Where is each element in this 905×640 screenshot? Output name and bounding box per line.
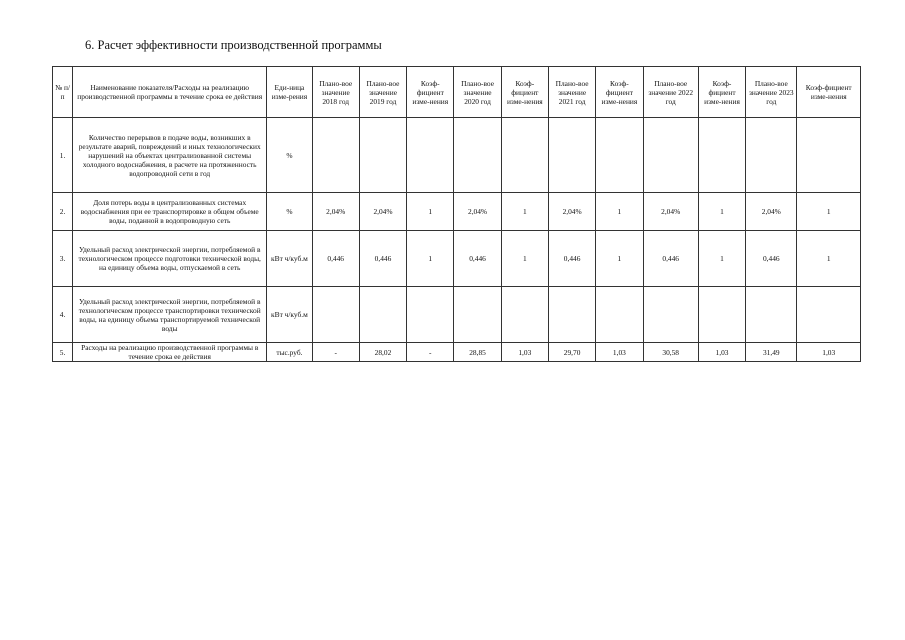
value-cell: [596, 118, 643, 193]
value-cell: [746, 287, 797, 343]
value-cell: 31,49: [746, 343, 797, 362]
table-body: [53, 118, 861, 362]
value-cell: 28,02: [359, 343, 406, 362]
indicator-name: Количество перерывов в подаче воды, возникших в результате аварий, повреждений и иных технологических нарушений на объектах централизованной системы холодного водоснабжения, в расчете на протяженность водопроводной сети в год: [73, 118, 267, 193]
value-cell: -: [312, 343, 359, 362]
value-cell: 2,04%: [312, 193, 359, 231]
column-header: Плано-вое значение 2018 год: [312, 67, 359, 118]
value-cell: 2,04%: [359, 193, 406, 231]
value-cell: 1: [596, 193, 643, 231]
column-header: Плано-вое значение 2021 год: [548, 67, 595, 118]
value-cell: 1,03: [501, 343, 548, 362]
indicator-name: Удельный расход электрической энергии, потребляемой в технологическом процессе транспортировки технической воды, на единицу объема транспортируемой технической воды: [73, 287, 267, 343]
value-cell: 1,03: [797, 343, 861, 362]
value-cell: 2,04%: [548, 193, 595, 231]
value-cell: [643, 287, 698, 343]
value-cell: 1: [797, 193, 861, 231]
value-cell: 1,03: [698, 343, 745, 362]
value-cell: 28,85: [454, 343, 501, 362]
row-number: 2.: [53, 193, 73, 231]
row-number: 5.: [53, 343, 73, 362]
column-header: Плано-вое значение 2019 год: [359, 67, 406, 118]
column-header: Коэф-фициент изме-нения: [407, 67, 454, 118]
value-cell: [312, 287, 359, 343]
unit-cell: %: [267, 118, 312, 193]
value-cell: [797, 287, 861, 343]
value-cell: 0,446: [454, 231, 501, 287]
value-cell: [548, 287, 595, 343]
value-cell: [501, 118, 548, 193]
value-cell: [359, 118, 406, 193]
value-cell: 1: [797, 231, 861, 287]
table-row: [53, 193, 861, 231]
column-header: Плано-вое значение 2023 год: [746, 67, 797, 118]
table-row: [53, 231, 861, 287]
value-cell: [454, 287, 501, 343]
value-cell: 0,446: [359, 231, 406, 287]
value-cell: 29,70: [548, 343, 595, 362]
unit-cell: %: [267, 193, 312, 231]
value-cell: 30,58: [643, 343, 698, 362]
column-header: Наименование показателя/Расходы на реализацию производственной программы в течение срока ее действия: [73, 67, 267, 118]
header-row: [53, 67, 861, 118]
value-cell: 0,446: [312, 231, 359, 287]
indicator-name: Доля потерь воды в централизованных системах водоснабжения при ее транспортировке в общем объеме воды, поданной в водопроводную сеть: [73, 193, 267, 231]
section-title: 6. Расчет эффективности производственной программы: [85, 38, 382, 52]
column-header: Коэф-фициент изме-нения: [501, 67, 548, 118]
value-cell: [698, 287, 745, 343]
unit-cell: кВт ч/куб.м: [267, 287, 312, 343]
value-cell: -: [407, 343, 454, 362]
value-cell: [698, 118, 745, 193]
row-number: 4.: [53, 287, 73, 343]
column-header: Коэф-фициент изме-нения: [596, 67, 643, 118]
value-cell: [746, 118, 797, 193]
value-cell: 1: [698, 231, 745, 287]
table-row: [53, 118, 861, 193]
table-row: [53, 287, 861, 343]
value-cell: [312, 118, 359, 193]
column-header: Плано-вое значение 2022 год: [643, 67, 698, 118]
row-number: 1.: [53, 118, 73, 193]
unit-cell: тыс.руб.: [267, 343, 312, 362]
value-cell: 0,446: [643, 231, 698, 287]
value-cell: 1: [501, 231, 548, 287]
column-header: № п/п: [53, 67, 73, 118]
value-cell: [454, 118, 501, 193]
value-cell: 1: [596, 231, 643, 287]
row-number: 3.: [53, 231, 73, 287]
value-cell: 2,04%: [746, 193, 797, 231]
value-cell: 1: [698, 193, 745, 231]
value-cell: [407, 118, 454, 193]
unit-cell: кВт ч/куб.м: [267, 231, 312, 287]
value-cell: 2,04%: [643, 193, 698, 231]
column-header: Плано-вое значение 2020 год: [454, 67, 501, 118]
column-header: Коэф-фициент изме-нения: [797, 67, 861, 118]
value-cell: 0,446: [548, 231, 595, 287]
value-cell: [548, 118, 595, 193]
value-cell: 1: [407, 231, 454, 287]
value-cell: 1,03: [596, 343, 643, 362]
value-cell: [501, 287, 548, 343]
value-cell: [797, 118, 861, 193]
value-cell: 0,446: [746, 231, 797, 287]
value-cell: [359, 287, 406, 343]
value-cell: 2,04%: [454, 193, 501, 231]
value-cell: [596, 287, 643, 343]
value-cell: [407, 287, 454, 343]
column-header: Коэф-фициент изме-нения: [698, 67, 745, 118]
column-header: Еди-ница изме-рения: [267, 67, 312, 118]
value-cell: [643, 118, 698, 193]
indicator-name: Удельный расход электрической энергии, потребляемой в технологическом процессе подготовки технической воды, на единицу объема воды, отпускаемой в сеть: [73, 231, 267, 287]
indicator-name: Расходы на реализацию производственной программы в течение срока ее действия: [73, 343, 267, 362]
value-cell: 1: [407, 193, 454, 231]
table-row: [53, 343, 861, 362]
efficiency-table: [52, 66, 861, 362]
value-cell: 1: [501, 193, 548, 231]
